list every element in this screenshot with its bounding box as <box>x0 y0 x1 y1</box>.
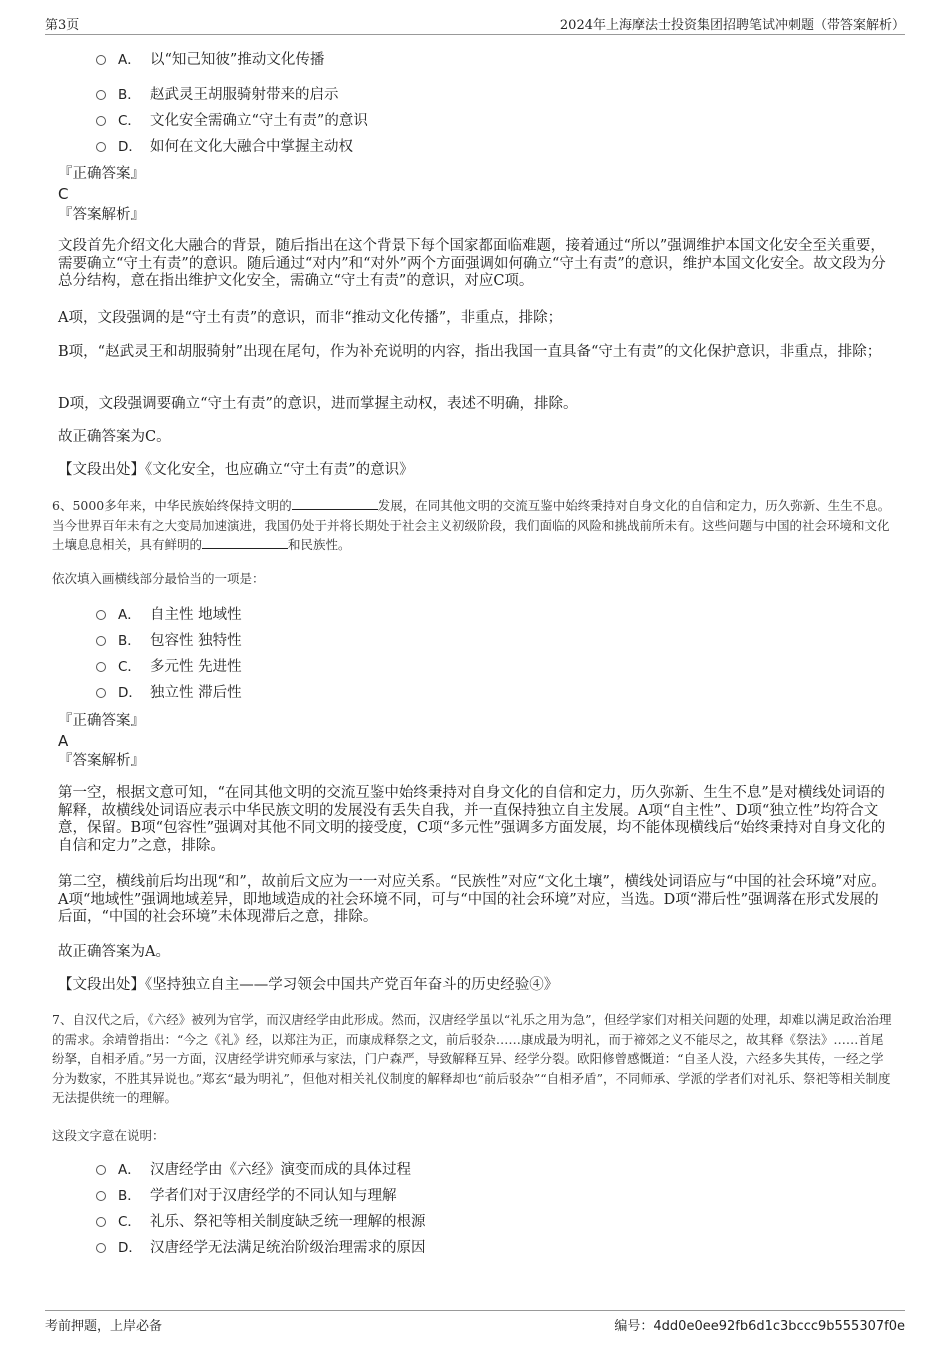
q6-option-d[interactable]: D． 独立性 滞后性 <box>96 683 242 703</box>
q5-source: 【文段出处】《文化安全，也应确立“守土有责”的意识》 <box>58 462 414 478</box>
radio-icon[interactable] <box>96 90 106 100</box>
radio-icon[interactable] <box>96 1165 106 1175</box>
q7-prompt: 这段文字意在说明： <box>52 1128 165 1143</box>
q6-option-a[interactable]: A． 自主性 地域性 <box>96 605 242 625</box>
q6-source: 【文段出处】《坚持独立自主——学习领会中国共产党百年奋斗的历史经验④》 <box>58 977 559 993</box>
q7-stem: 7、自汉代之后，《六经》被列为官学，而汉唐经学由此形成。然而，汉唐经学虽以“礼乐之用为急”，但经学家们对相关问题的处理，却难以满足政治治理的需求。余靖曾指出：“今之《礼》经，以郑注为正，而康成释祭之文，前后驳杂……康成最为明礼，而于禘郊之义不能尽之，故其释《祭法》……首尾纷拏，自相矛盾。”另一方面，汉唐经学讲究师承与家法，门户森严，导致解释互异、经学分裂。欧阳修曾感慨道：“自圣人没，六经多失其传，一经之学分为数家，不胜其异说也。”郑玄“最为明礼”，但他对相关礼仪制度的解释却也“前后驳杂”“自相矛盾”，不同师承、学派的学者们对礼乐、祭祀等相关制度无法提供统一的理解。 <box>52 1012 892 1105</box>
radio-icon[interactable] <box>96 1217 106 1227</box>
radio-icon[interactable] <box>96 636 106 646</box>
q5-analysis-paragraph: 文段首先介绍文化大融合的背景，随后指出在这个背景下每个国家都面临难题，接着通过“所以”强调维护本国文化安全至关重要，需要确立“守土有责”的意识。随后通过“对内”和“对外”两个方面强调如何确立“守土有责”的意识，维护本国文化安全。故文段为分总分结构，意在指出维护文化安全，需确立“守土有责”的意识，对应C项。 <box>58 238 886 289</box>
q6-option-b[interactable]: B． 包容性 独特性 <box>96 631 242 651</box>
q5-analysis-paragraph: D项，文段强调要确立“守土有责”的意识，进而掌握主动权，表述不明确，排除。 <box>58 396 578 412</box>
page-number: 第3页 <box>45 18 80 33</box>
document-code: 编号：4dd0e0ee92fb6d1c3bccc9b555307f0e <box>614 1319 905 1334</box>
page-header <box>45 12 905 35</box>
q6-analysis-paragraph: 第一空，根据文意可知，“在同其他文明的交流互鉴中始终秉持对自身文化的自信和定力，历久弥新、生生不息”是对横线处词语的解释，故横线处词语应表示中华民族文明的发展没有丢失自我，并一直保持独立自主发展。A项“自主性”、D项“独立性”均符合文意，保留。B项“包容性”强调对其他不同文明的接受度，C项“多元性”强调多方面发展，均不能体现横线后“始终秉持对自身文化的自信和定力”之意，排除。 <box>58 785 886 854</box>
radio-icon[interactable] <box>96 142 106 152</box>
q5-option-d[interactable]: D． 如何在文化大融合中掌握主动权 <box>96 137 353 157</box>
radio-icon[interactable] <box>96 610 106 620</box>
q7-option-b[interactable]: B． 学者们对于汉唐经学的不同认知与理解 <box>96 1186 397 1206</box>
fill-blank <box>292 497 378 510</box>
q6-option-c[interactable]: C． 多元性 先进性 <box>96 657 242 677</box>
q6-prompt: 依次填入画横线部分最恰当的一项是： <box>52 571 265 586</box>
q6-answer: A <box>58 732 69 750</box>
q7-option-c[interactable]: C． 礼乐、祭祀等相关制度缺乏统一理解的根源 <box>96 1212 426 1232</box>
q5-answer-label: 『正确答案』 <box>58 166 145 182</box>
page-footer <box>45 1310 905 1333</box>
q6-stem: 6、5000多年来，中华民族始终保持文明的 发展，在同其他文明的交流互鉴中始终秉持对自身文化的自信和定力，历久弥新、生生不息。当今世界百年未有之大变局加速演进，我国仍处于并将长期处于社会主义初级阶段，我们面临的风险和挑战前所未有。这些问题与中国的社会环境和文化土壤息息相关，具有鲜明的 和民族性。 <box>52 498 891 552</box>
footer-slogan: 考前押题，上岸必备 <box>45 1319 163 1334</box>
q5-analysis-paragraph: 故正确答案为C。 <box>58 429 171 445</box>
radio-icon[interactable] <box>96 116 106 126</box>
q5-analysis-paragraph: B项，“赵武灵王和胡服骑射”出现在尾句，作为补充说明的内容，指出我国一直具备“守土有责”的文化保护意识，非重点，排除； <box>58 344 882 360</box>
radio-icon[interactable] <box>96 688 106 698</box>
radio-icon[interactable] <box>96 55 106 65</box>
q7-option-d[interactable]: D． 汉唐经学无法满足统治阶级治理需求的原因 <box>96 1238 426 1258</box>
q7-option-a[interactable]: A． 汉唐经学由《六经》演变而成的具体过程 <box>96 1160 411 1180</box>
q5-analysis-paragraph: A项，文段强调的是“守土有责”的意识，而非“推动文化传播”，非重点，排除； <box>58 310 563 326</box>
q5-option-b[interactable]: B． 赵武灵王胡服骑射带来的启示 <box>96 85 339 105</box>
radio-icon[interactable] <box>96 1191 106 1201</box>
q6-answer-label: 『正确答案』 <box>58 713 145 729</box>
fill-blank <box>202 536 288 549</box>
radio-icon[interactable] <box>96 1243 106 1253</box>
document-title: 2024年上海摩法士投资集团招聘笔试冲刺题（带答案解析） <box>559 18 905 33</box>
q6-analysis-label: 『答案解析』 <box>58 753 145 769</box>
q5-answer: C <box>58 185 69 203</box>
radio-icon[interactable] <box>96 662 106 672</box>
q5-option-a[interactable]: A． 以“知己知彼”推动文化传播 <box>96 50 324 70</box>
q5-option-c[interactable]: C． 文化安全需确立“守土有责”的意识 <box>96 111 368 131</box>
q5-analysis-label: 『答案解析』 <box>58 207 145 223</box>
q6-analysis-paragraph: 故正确答案为A。 <box>58 944 170 960</box>
q6-analysis-paragraph: 第二空，横线前后均出现“和”，故前后文应为一一对应关系。“民族性”对应“文化土壤”，横线处词语应与“中国的社会环境”对应。A项“地域性”强调地域差异，即地域造成的社会环境不同，可与“中国的社会环境”对应，当选。D项“滞后性”强调落在形式发展的后面，“中国的社会环境”未体现滞后之意，排除。 <box>58 874 886 925</box>
